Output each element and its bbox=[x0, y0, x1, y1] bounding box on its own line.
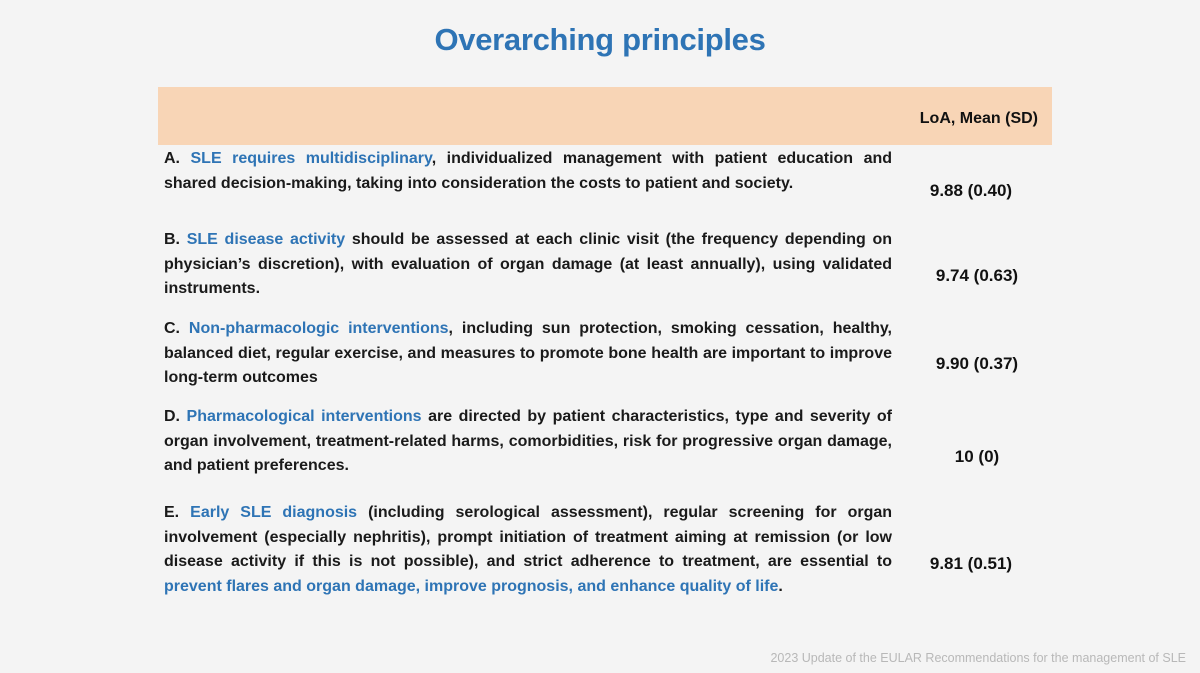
principle-highlight: Early SLE diagnosis bbox=[190, 504, 358, 521]
principle-highlight: Non-pharmacologic interventions bbox=[188, 320, 449, 337]
loa-value-b: 9.74 (0.63) bbox=[935, 266, 1019, 285]
source-footer: 2023 Update of the EULAR Recommendations for the management of SLE bbox=[770, 651, 1186, 665]
principle-row-d bbox=[164, 405, 892, 479]
principle-highlight: SLE disease activity bbox=[186, 231, 346, 248]
principle-row-e bbox=[164, 501, 892, 599]
principle-text: C. Non-pharmacologic interventions, including sun protection, smoking cessation, healthy, balanced diet, regular exercise, and measures to promote bone health are important to improve long-term outcomes bbox=[164, 320, 892, 386]
principle-row-a bbox=[164, 147, 892, 196]
principle-row-b bbox=[164, 228, 892, 302]
slide-title: Overarching principles bbox=[434, 22, 766, 57]
loa-value-a: 9.88 (0.40) bbox=[929, 181, 1013, 200]
table-header bbox=[158, 87, 1052, 145]
principle-highlight: Pharmacological interventions bbox=[186, 408, 422, 425]
loa-column-header: LoA, Mean (SD) bbox=[919, 110, 1038, 127]
principle-text: E. Early SLE diagnosis (including serological assessment), regular screening for organ involvement (especially nephritis), prompt initiation of treatment aiming at remission (or low disease activity if this is not possible), and strict adherence to treatment, are essential to prevent flares and organ damage, improve prognosis, and enhance quality of life. bbox=[164, 504, 893, 595]
principle-text: D. Pharmacological interventions are directed by patient characteristics, type and severity of organ involvement, treatment-related harms, comorbidities, risk for progressive organ damage, and patient preferences. bbox=[164, 408, 892, 474]
principle-highlight-secondary: prevent flares and organ damage, improve prognosis, and enhance quality of life bbox=[164, 577, 779, 595]
principle-text: A. SLE requires multidisciplinary, individualized management with patient education and shared decision-making, taking into consideration the costs to patient and society. bbox=[164, 150, 893, 192]
loa-value-e: 9.81 (0.51) bbox=[929, 554, 1013, 573]
principle-row-c bbox=[164, 317, 892, 391]
principle-highlight: SLE requires multidisciplinary bbox=[190, 150, 432, 167]
loa-value-c: 9.90 (0.37) bbox=[935, 354, 1019, 373]
loa-value-d: 10 (0) bbox=[954, 447, 1000, 466]
principle-text: B. SLE disease activity should be assessed at each clinic visit (the frequency depending on physician’s discretion), with evaluation of organ damage (at least annually), using validated instruments. bbox=[164, 231, 892, 297]
